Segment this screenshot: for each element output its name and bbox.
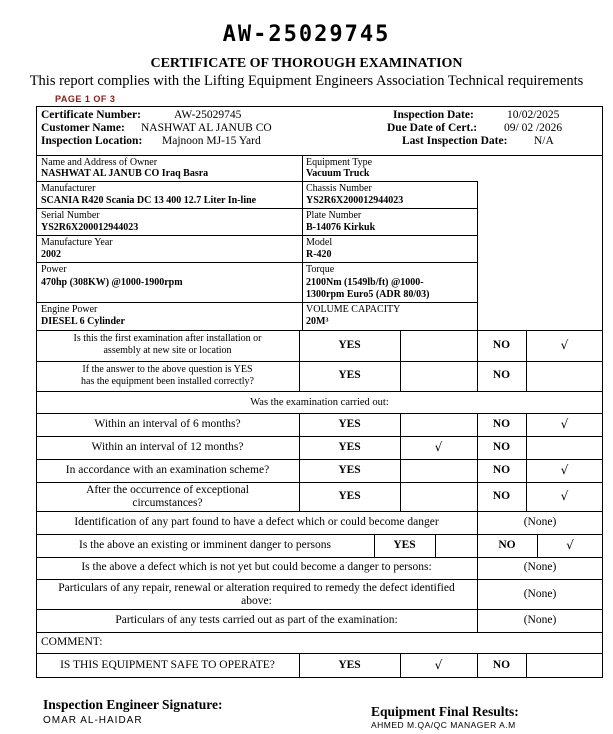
- carried-out-heading: Was the examination carried out:: [250, 397, 389, 408]
- plate-value: B-14076 Kirkuk: [306, 222, 376, 233]
- row-divider: [36, 235, 477, 236]
- scheme-no-check-icon: √: [560, 463, 569, 477]
- exceptional-no-check-icon: √: [560, 489, 569, 503]
- power-value: 470hp (308KW) @1000-1900rpm: [41, 277, 183, 288]
- safe-yes-check-icon: √: [434, 658, 443, 672]
- interval-6-yes: YES: [338, 418, 361, 430]
- chassis-value: YS2R6X200012944023: [306, 195, 404, 206]
- certificate-title: CERTIFICATE OF THOROUGH EXAMINATION: [150, 56, 463, 71]
- year-value: 2002: [41, 249, 61, 260]
- power-label: Power: [41, 264, 67, 275]
- equipment-type-label: Equipment Type: [306, 157, 373, 168]
- manufacturer-label: Manufacturer: [41, 183, 96, 194]
- serial-label: Serial Number: [41, 210, 100, 221]
- row-divider: [36, 436, 603, 437]
- repair-answer: (None): [523, 588, 557, 600]
- serial-value: YS2R6X200012944023: [41, 222, 139, 233]
- scheme-question: In accordance with an examination scheme?: [65, 464, 270, 476]
- repair-question-line1: Particulars of any repair, renewal or alteration required to remedy the defect identified: [58, 582, 455, 594]
- interval-12-yes-check-icon: √: [434, 440, 443, 454]
- customer-value: NASHWAT AL JANUB CO: [141, 122, 272, 134]
- installed-question-line2: has the equipment been installed correctly?: [81, 376, 254, 387]
- first-exam-question-line1: Is this the first examination after installation or: [73, 333, 262, 344]
- torque-label: Torque: [306, 264, 335, 275]
- danger-persons-yes: YES: [393, 539, 416, 551]
- first-exam-no: NO: [492, 339, 511, 351]
- due-date-value: 09/ 02 /2026: [504, 122, 563, 134]
- defect-not-yet-question: Is the above a defect which is not yet but could become a danger to persons:: [81, 561, 432, 573]
- row-divider: [36, 609, 603, 610]
- tests-question: Particulars of any tests carried out as part of the examination:: [115, 614, 398, 626]
- safe-yes: YES: [338, 659, 361, 671]
- location-label: Inspection Location:: [41, 135, 143, 147]
- manufacturer-value: SCANIA R420 Scania DC 13 400 12.7 Liter In-line: [41, 195, 257, 206]
- interval-6-no-check-icon: √: [560, 417, 569, 431]
- row-divider: [36, 155, 603, 156]
- row-divider: [36, 557, 603, 558]
- torque-value-line2: 1300rpm Euro5 (ADR 80/03): [306, 289, 430, 300]
- engine-power-label: Engine Power: [41, 304, 98, 315]
- location-value: Majnoon MJ-15 Yard: [162, 135, 261, 147]
- row-divider: [36, 391, 603, 392]
- exceptional-question-line2: circumstances?: [132, 497, 203, 509]
- engine-power-value: DIESEL 6 Cylinder: [41, 316, 125, 327]
- torque-value-line1: 2100Nm (1549lb/ft) @1000-: [306, 277, 424, 288]
- interval-12-yes: YES: [338, 441, 361, 453]
- row-divider: [36, 632, 603, 633]
- page-indicator: PAGE 1 OF 3: [55, 94, 116, 104]
- exceptional-question-line1: After the occurrence of exceptional: [86, 484, 249, 496]
- final-results-name: AHMED M.QA/QC MANAGER A.M: [371, 720, 516, 730]
- customer-label: Customer Name:: [41, 122, 125, 134]
- defect-part-answer: (None): [523, 516, 557, 528]
- interval-12-question: Within an interval of 12 months?: [91, 441, 244, 453]
- cert-number-label: Certificate Number:: [41, 109, 141, 121]
- defect-part-question: Identification of any part found to have a defect which or could become danger: [74, 516, 439, 528]
- danger-persons-question: Is the above an existing or imminent danger to persons: [79, 539, 331, 551]
- inspection-date-value: 10/02/2025: [507, 109, 560, 121]
- final-results-label: Equipment Final Results:: [371, 704, 519, 719]
- due-date-label: Due Date of Cert.:: [387, 122, 478, 134]
- scheme-no: NO: [492, 464, 511, 476]
- danger-persons-no: NO: [498, 539, 516, 551]
- column-divider: [400, 330, 401, 391]
- column-divider: [302, 155, 303, 330]
- interval-12-no: NO: [492, 441, 511, 453]
- chassis-label: Chassis Number: [306, 183, 372, 194]
- column-divider: [400, 413, 401, 511]
- row-divider: [36, 208, 477, 209]
- model-label: Model: [306, 237, 333, 248]
- danger-persons-no-check-icon: √: [566, 538, 574, 552]
- model-value: R-420: [306, 249, 332, 260]
- row-divider: [36, 579, 603, 580]
- volume-value: 20M³: [306, 316, 329, 327]
- row-divider: [36, 302, 477, 303]
- compliance-subtitle: This report complies with the Lifting Equipment Engineers Association Technical requirements: [29, 73, 584, 89]
- row-divider: [36, 482, 603, 483]
- interval-6-no: NO: [492, 418, 511, 430]
- row-divider: [36, 459, 603, 460]
- comment-label: COMMENT:: [41, 636, 103, 648]
- row-divider: [36, 330, 603, 331]
- volume-label: VOLUME CAPACITY: [306, 304, 401, 315]
- defect-not-yet-answer: (None): [523, 561, 557, 573]
- owner-label: Name and Address of Owner: [41, 157, 158, 168]
- last-inspection-value: N/A: [534, 135, 554, 147]
- plate-label: Plate Number: [306, 210, 362, 221]
- last-inspection-label: Last Inspection Date:: [402, 135, 508, 147]
- year-label: Manufacture Year: [41, 237, 113, 248]
- safe-no: NO: [492, 659, 511, 671]
- column-divider: [477, 181, 478, 330]
- owner-value: NASHWAT AL JANUB CO Iraq Basra: [41, 168, 209, 179]
- tests-answer: (None): [523, 614, 557, 626]
- scheme-yes: YES: [338, 464, 361, 476]
- row-divider: [36, 361, 603, 362]
- inspection-date-label: Inspection Date:: [393, 109, 474, 121]
- first-exam-no-check-icon: √: [560, 338, 569, 352]
- first-exam-yes: YES: [338, 339, 361, 351]
- document-id: AW-25029745: [222, 22, 391, 47]
- repair-question-line2: above:: [241, 595, 272, 607]
- installed-question-line1: If the answer to the above question is YES: [82, 364, 253, 375]
- interval-6-question: Within an interval of 6 months?: [94, 418, 241, 430]
- engineer-signature-name: OMAR AL-HAIDAR: [43, 715, 143, 726]
- cert-number-value: AW-25029745: [174, 109, 242, 121]
- exceptional-no: NO: [492, 490, 511, 502]
- engineer-signature-label: Inspection Engineer Signature:: [43, 697, 223, 712]
- column-divider: [526, 653, 527, 678]
- safe-question: IS THIS EQUIPMENT SAFE TO OPERATE?: [60, 659, 275, 671]
- row-divider: [36, 511, 603, 512]
- row-divider: [36, 534, 603, 535]
- first-exam-question-line2: assembly at new site or location: [103, 345, 232, 356]
- installed-yes: YES: [338, 369, 361, 381]
- row-divider: [36, 653, 603, 654]
- row-divider: [36, 262, 477, 263]
- row-divider: [36, 181, 477, 182]
- exceptional-yes: YES: [338, 490, 361, 502]
- installed-no: NO: [492, 369, 511, 381]
- column-divider: [435, 534, 436, 557]
- row-divider: [36, 413, 603, 414]
- equipment-type-value: Vacuum Truck: [306, 168, 370, 179]
